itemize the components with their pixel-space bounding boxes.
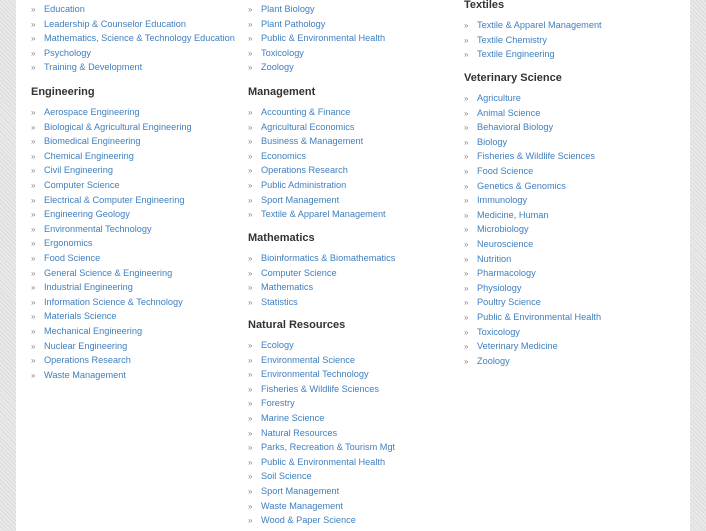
subject-list-item xyxy=(31,324,246,339)
subject-list-item xyxy=(464,179,686,194)
subject-link-natural-resources[interactable]: Natural Resources xyxy=(261,427,338,438)
subject-group xyxy=(248,230,462,309)
subject-list-item xyxy=(248,134,462,149)
subject-link-ergonomics[interactable]: Ergonomics xyxy=(44,238,93,249)
subject-list-item xyxy=(464,295,686,310)
subject-link-agricultural-economics[interactable]: Agricultural Economics xyxy=(261,121,355,132)
category-heading: Mathematics xyxy=(248,232,315,244)
subject-list-item xyxy=(248,367,462,382)
subject-link-materials-science[interactable]: Materials Science xyxy=(44,311,117,322)
bullet-icon: » xyxy=(248,254,253,263)
bullet-icon: » xyxy=(464,210,469,220)
bullet-icon: » xyxy=(31,151,36,161)
subject-link-veterinary-medicine[interactable]: Veterinary Medicine xyxy=(477,341,558,352)
bullet-icon: » xyxy=(31,5,36,14)
subject-list-item xyxy=(248,455,462,470)
subject-link-toxicology[interactable]: Toxicology xyxy=(261,47,304,58)
bullet-icon: » xyxy=(248,166,253,176)
subject-list xyxy=(31,105,246,382)
subject-list-item xyxy=(248,163,462,178)
subject-list xyxy=(248,338,462,528)
subject-list-item xyxy=(248,382,462,397)
bullet-icon: » xyxy=(31,283,36,293)
subject-group xyxy=(248,317,462,528)
subject-list-item xyxy=(31,193,246,208)
bullet-icon: » xyxy=(248,283,253,293)
subject-list-item xyxy=(31,251,246,266)
bullet-icon: » xyxy=(248,48,253,58)
bullet-icon: » xyxy=(31,137,36,147)
subject-list-item xyxy=(248,2,462,17)
subject-list-item xyxy=(31,163,246,178)
subject-link-business-and-management[interactable]: Business & Management xyxy=(261,136,364,147)
bullet-icon: » xyxy=(464,196,469,206)
subject-link-textile-chemistry[interactable]: Textile Chemistry xyxy=(477,34,547,45)
subject-list-item xyxy=(248,280,462,295)
bullet-icon: » xyxy=(31,108,36,117)
subject-link-fisheries-and-wildlife-sciences[interactable]: Fisheries & Wildlife Sciences xyxy=(261,383,379,394)
bullet-icon: » xyxy=(464,342,469,352)
subject-list-item xyxy=(31,105,246,120)
subject-link-engineering-geology[interactable]: Engineering Geology xyxy=(44,209,130,220)
bullet-icon: » xyxy=(248,457,253,467)
bullet-icon: » xyxy=(248,5,253,14)
subject-link-environmental-technology[interactable]: Environmental Technology xyxy=(261,369,369,380)
bullet-icon: » xyxy=(31,34,36,44)
bullet-icon: » xyxy=(31,297,36,307)
bullet-icon: » xyxy=(31,195,36,205)
subject-link-operations-research[interactable]: Operations Research xyxy=(261,165,348,176)
subject-list-item xyxy=(248,469,462,484)
subject-link-bioinformatics-and-biomathematics[interactable]: Bioinformatics & Biomathematics xyxy=(261,253,396,263)
subject-list-item xyxy=(31,266,246,281)
subject-link-zoology[interactable]: Zoology xyxy=(261,62,294,73)
bullet-icon: » xyxy=(248,370,253,380)
subject-link-immunology[interactable]: Immunology xyxy=(477,195,528,206)
subject-link-accounting-and-finance[interactable]: Accounting & Finance xyxy=(261,107,351,117)
subject-link-agriculture[interactable]: Agriculture xyxy=(477,93,521,103)
bullet-icon: » xyxy=(464,137,469,147)
subject-link-leadership-and-counselor-education[interactable]: Leadership & Counselor Education xyxy=(44,18,186,29)
subject-link-waste-management[interactable]: Waste Management xyxy=(44,369,126,380)
bullet-icon: » xyxy=(248,108,253,117)
bullet-icon: » xyxy=(31,370,36,380)
subject-link-aerospace-engineering[interactable]: Aerospace Engineering xyxy=(44,107,140,117)
subject-list-item xyxy=(31,280,246,295)
bullet-icon: » xyxy=(248,268,253,278)
subject-link-public-and-environmental-health[interactable]: Public & Environmental Health xyxy=(477,311,602,322)
bullet-icon: » xyxy=(248,413,253,423)
bullet-icon: » xyxy=(248,210,253,220)
subject-link-mathematics[interactable]: Mathematics xyxy=(261,282,314,293)
category-heading: Management xyxy=(248,86,316,98)
subject-link-biology[interactable]: Biology xyxy=(477,136,508,147)
subject-link-plant-pathology[interactable]: Plant Pathology xyxy=(261,18,326,29)
subject-link-public-administration[interactable]: Public Administration xyxy=(261,179,347,190)
subject-list-item xyxy=(248,207,462,222)
bullet-icon: » xyxy=(248,501,253,511)
subject-list-item xyxy=(464,252,686,267)
bullet-icon: » xyxy=(31,356,36,366)
subject-list xyxy=(248,2,462,75)
bullet-icon: » xyxy=(248,486,253,496)
subject-list-item xyxy=(248,338,462,353)
subject-list-item xyxy=(31,222,246,237)
subject-list-item xyxy=(248,193,462,208)
subject-group xyxy=(464,70,686,368)
subject-list-item xyxy=(464,33,686,48)
bullet-icon: » xyxy=(464,152,469,162)
bullet-icon: » xyxy=(464,94,469,103)
bullet-icon: » xyxy=(464,166,469,176)
bullet-icon: » xyxy=(464,269,469,279)
bullet-icon: » xyxy=(464,312,469,322)
subject-list-item xyxy=(31,178,246,193)
subject-list-item xyxy=(464,237,686,252)
subject-list-item xyxy=(248,149,462,164)
subject-link-economics[interactable]: Economics xyxy=(261,150,306,161)
subject-list-item xyxy=(464,325,686,340)
subject-link-nuclear-engineering[interactable]: Nuclear Engineering xyxy=(44,340,128,351)
subject-link-behavioral-biology[interactable]: Behavioral Biology xyxy=(477,122,554,133)
bullet-icon: » xyxy=(248,384,253,394)
subject-group xyxy=(248,84,462,222)
bullet-icon: » xyxy=(248,472,253,482)
subject-list-item xyxy=(31,120,246,135)
subject-list-item xyxy=(464,339,686,354)
subject-link-marine-science[interactable]: Marine Science xyxy=(261,412,325,423)
subject-link-mathematics-science-and-technology-education[interactable]: Mathematics, Science & Technology Education xyxy=(44,33,235,44)
subject-link-toxicology[interactable]: Toxicology xyxy=(477,326,520,337)
subject-list-item xyxy=(464,18,686,33)
bullet-icon: » xyxy=(464,21,469,30)
subject-list-item xyxy=(31,339,246,354)
subject-list xyxy=(248,105,462,222)
bullet-icon: » xyxy=(31,239,36,249)
subject-list-item xyxy=(464,47,686,62)
subject-list-item xyxy=(31,368,246,383)
subject-list-item xyxy=(464,120,686,135)
bullet-icon: » xyxy=(31,19,36,29)
bullet-icon: » xyxy=(464,254,469,264)
bullet-icon: » xyxy=(248,355,253,365)
subject-link-electrical-and-computer-engineering[interactable]: Electrical & Computer Engineering xyxy=(44,194,185,205)
subject-list-item xyxy=(31,60,246,75)
subject-link-biological-and-agricultural-engineering[interactable]: Biological & Agricultural Engineering xyxy=(44,121,192,132)
subject-list-item xyxy=(248,426,462,441)
subject-list-item xyxy=(248,295,462,310)
subject-link-industrial-engineering[interactable]: Industrial Engineering xyxy=(44,282,133,293)
subject-list-item xyxy=(248,251,462,266)
subject-list-item xyxy=(31,31,246,46)
subject-directory-panel xyxy=(16,0,690,531)
subject-link-biomedical-engineering[interactable]: Biomedical Engineering xyxy=(44,136,141,147)
subject-link-microbiology[interactable]: Microbiology xyxy=(477,224,529,235)
subject-list-item xyxy=(248,178,462,193)
subject-list-item xyxy=(248,17,462,32)
subject-list-item xyxy=(31,46,246,61)
subject-list-item xyxy=(248,411,462,426)
subject-link-ecology[interactable]: Ecology xyxy=(261,340,294,350)
subject-link-animal-science[interactable]: Animal Science xyxy=(477,107,541,118)
subject-link-computer-science[interactable]: Computer Science xyxy=(44,179,120,190)
bullet-icon: » xyxy=(248,195,253,205)
bullet-icon: » xyxy=(248,516,253,526)
bullet-icon: » xyxy=(31,166,36,176)
bullet-icon: » xyxy=(31,210,36,220)
subject-link-environmental-science[interactable]: Environmental Science xyxy=(261,354,355,365)
bullet-icon: » xyxy=(248,34,253,44)
subject-list-item xyxy=(248,120,462,135)
bullet-icon: » xyxy=(31,341,36,351)
subject-list-item xyxy=(248,266,462,281)
subject-group xyxy=(31,84,246,382)
bullet-icon: » xyxy=(464,108,469,118)
bullet-icon: » xyxy=(464,50,469,60)
bullet-icon: » xyxy=(31,63,36,73)
bullet-icon: » xyxy=(248,297,253,307)
bullet-icon: » xyxy=(31,180,36,190)
subject-list-item xyxy=(31,295,246,310)
subject-list-item xyxy=(31,134,246,149)
subject-list-item xyxy=(31,236,246,251)
subject-link-food-science[interactable]: Food Science xyxy=(44,252,101,263)
bullet-icon: » xyxy=(31,48,36,58)
subject-link-chemical-engineering[interactable]: Chemical Engineering xyxy=(44,150,134,161)
subject-list-item xyxy=(248,499,462,514)
bullet-icon: » xyxy=(31,253,36,263)
bullet-icon: » xyxy=(248,19,253,29)
subject-link-textile-engineering[interactable]: Textile Engineering xyxy=(477,49,555,60)
subject-list-item xyxy=(248,60,462,75)
subject-list-item xyxy=(464,106,686,121)
subject-link-forestry[interactable]: Forestry xyxy=(261,398,295,409)
subject-group xyxy=(248,2,462,75)
subject-list-item xyxy=(464,281,686,296)
bullet-icon: » xyxy=(464,225,469,235)
subject-list-item xyxy=(464,310,686,325)
subject-link-information-science-and-technology[interactable]: Information Science & Technology xyxy=(44,296,183,307)
subject-list-item xyxy=(248,440,462,455)
subject-link-training-and-development[interactable]: Training & Development xyxy=(44,62,143,73)
subject-link-textile-and-apparel-management[interactable]: Textile & Apparel Management xyxy=(477,20,602,30)
subject-link-computer-science[interactable]: Computer Science xyxy=(261,267,337,278)
bullet-icon: » xyxy=(248,122,253,132)
subject-link-sport-management[interactable]: Sport Management xyxy=(261,194,340,205)
subject-list-item xyxy=(248,513,462,528)
bullet-icon: » xyxy=(464,327,469,337)
category-heading: Engineering xyxy=(31,86,95,98)
subject-list-item xyxy=(248,484,462,499)
subject-list-item xyxy=(464,354,686,369)
subject-list-item xyxy=(464,149,686,164)
bullet-icon: » xyxy=(464,181,469,191)
subject-link-nutrition[interactable]: Nutrition xyxy=(477,253,512,264)
subject-link-wood-and-paper-science[interactable]: Wood & Paper Science xyxy=(261,515,356,526)
subject-list xyxy=(464,91,686,368)
subject-link-fisheries-and-wildlife-sciences[interactable]: Fisheries & Wildlife Sciences xyxy=(477,151,595,162)
category-heading: Veterinary Science xyxy=(464,72,562,84)
subject-link-plant-biology[interactable]: Plant Biology xyxy=(261,4,315,14)
bullet-icon: » xyxy=(248,341,253,350)
subject-link-mechanical-engineering[interactable]: Mechanical Engineering xyxy=(44,325,143,336)
subject-link-pharmacology[interactable]: Pharmacology xyxy=(477,268,536,279)
bullet-icon: » xyxy=(31,268,36,278)
bullet-icon: » xyxy=(31,224,36,234)
subject-link-zoology[interactable]: Zoology xyxy=(477,355,510,366)
bullet-icon: » xyxy=(248,443,253,453)
bullet-icon: » xyxy=(248,180,253,190)
bullet-icon: » xyxy=(464,123,469,133)
subject-list-item xyxy=(248,46,462,61)
bullet-icon: » xyxy=(464,356,469,366)
subject-link-food-science[interactable]: Food Science xyxy=(477,165,534,176)
subject-list-item xyxy=(31,2,246,17)
subject-link-public-and-environmental-health[interactable]: Public & Environmental Health xyxy=(261,456,386,467)
category-heading: Textiles xyxy=(464,0,505,11)
subject-list xyxy=(248,251,462,309)
subject-list-item xyxy=(31,353,246,368)
subject-link-statistics[interactable]: Statistics xyxy=(261,296,298,307)
bullet-icon: » xyxy=(248,151,253,161)
subject-list-item xyxy=(464,266,686,281)
subject-group xyxy=(464,0,686,62)
subject-list-item xyxy=(464,164,686,179)
subject-list-item xyxy=(464,208,686,223)
subject-group xyxy=(31,2,246,75)
subject-list-item xyxy=(31,17,246,32)
subject-link-parks-recreation-and-tourism-mgt[interactable]: Parks, Recreation & Tourism Mgt xyxy=(261,442,396,453)
bullet-icon: » xyxy=(31,312,36,322)
subject-list-item xyxy=(248,105,462,120)
subject-link-soil-science[interactable]: Soil Science xyxy=(261,471,312,482)
bullet-icon: » xyxy=(248,137,253,147)
subject-link-environmental-technology[interactable]: Environmental Technology xyxy=(44,223,152,234)
subject-list-item xyxy=(31,207,246,222)
subject-link-sport-management[interactable]: Sport Management xyxy=(261,485,340,496)
subject-list-item xyxy=(464,91,686,106)
category-heading: Natural Resources xyxy=(248,319,346,331)
bullet-icon: » xyxy=(31,326,36,336)
subject-list xyxy=(464,18,686,62)
subject-link-civil-engineering[interactable]: Civil Engineering xyxy=(44,165,113,176)
subject-list-item xyxy=(31,149,246,164)
subject-link-neuroscience[interactable]: Neuroscience xyxy=(477,238,534,249)
subject-list-item xyxy=(464,193,686,208)
bullet-icon: » xyxy=(464,35,469,45)
subject-link-genetics-and-genomics[interactable]: Genetics & Genomics xyxy=(477,180,566,191)
bullet-icon: » xyxy=(464,298,469,308)
subject-link-public-and-environmental-health[interactable]: Public & Environmental Health xyxy=(261,33,386,44)
bullet-icon: » xyxy=(464,239,469,249)
subject-list-item xyxy=(248,31,462,46)
subject-list-item xyxy=(464,222,686,237)
subject-link-medicine-human[interactable]: Medicine, Human xyxy=(477,209,549,220)
subject-link-textile-and-apparel-management[interactable]: Textile & Apparel Management xyxy=(261,209,386,220)
subject-link-poultry-science[interactable]: Poultry Science xyxy=(477,297,541,308)
bullet-icon: » xyxy=(31,122,36,132)
bullet-icon: » xyxy=(248,428,253,438)
subject-link-psychology[interactable]: Psychology xyxy=(44,47,91,58)
subject-link-waste-management[interactable]: Waste Management xyxy=(261,500,343,511)
subject-link-education[interactable]: Education xyxy=(44,4,85,14)
subject-list-item xyxy=(31,309,246,324)
subject-link-general-science-and-engineering[interactable]: General Science & Engineering xyxy=(44,267,173,278)
subject-list-item xyxy=(248,353,462,368)
bullet-icon: » xyxy=(464,283,469,293)
subject-list xyxy=(31,2,246,75)
bullet-icon: » xyxy=(248,63,253,73)
subject-link-physiology[interactable]: Physiology xyxy=(477,282,522,293)
bullet-icon: » xyxy=(248,399,253,409)
subject-list-item xyxy=(464,135,686,150)
subject-list-item xyxy=(248,396,462,411)
subject-link-operations-research[interactable]: Operations Research xyxy=(44,355,131,366)
